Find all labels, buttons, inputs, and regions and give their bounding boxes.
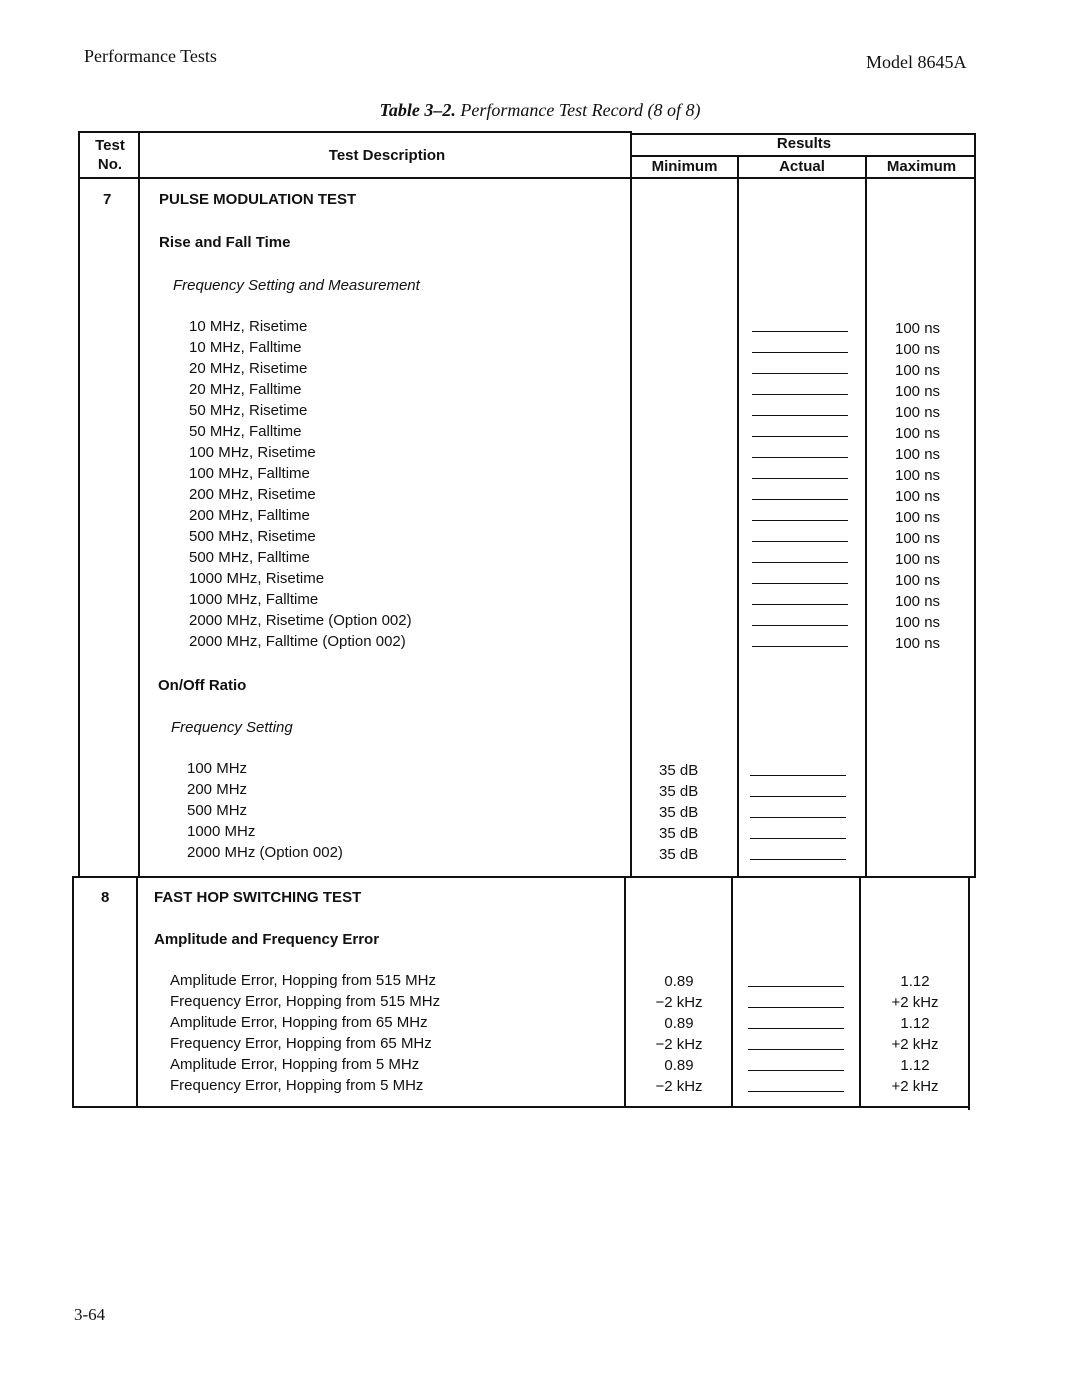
row-maximum: 100 ns [895, 614, 941, 631]
row-description: 50 MHz, Falltime [189, 423, 302, 440]
row-maximum: 100 ns [895, 488, 941, 505]
actual-blank-line [750, 859, 846, 860]
row-description: 100 MHz [187, 760, 248, 777]
row-maximum: 100 ns [895, 635, 941, 652]
actual-blank-line [752, 457, 848, 458]
row-maximum: 100 ns [895, 425, 941, 442]
row-minimum: 0.89 [664, 973, 694, 990]
row-maximum: 100 ns [895, 362, 941, 379]
row-description: Amplitude Error, Hopping from 5 MHz [170, 1056, 420, 1073]
page-number: 3-64 [74, 1305, 106, 1324]
results-divider [630, 155, 976, 157]
results-header: Results [776, 135, 832, 152]
test-7-title: PULSE MODULATION TEST [159, 191, 357, 208]
row-description: 200 MHz, Falltime [189, 507, 310, 524]
row-description: 500 MHz [187, 802, 248, 819]
onoff-heading: On/Off Ratio [158, 677, 247, 694]
row-minimum: 35 dB [659, 762, 699, 779]
t7-actual-divider [865, 179, 867, 876]
row-description: 1000 MHz, Risetime [189, 570, 325, 587]
row-description: 200 MHz [187, 781, 248, 798]
row-description: 100 MHz, Risetime [189, 444, 316, 461]
t8-left-border [72, 876, 74, 1108]
row-minimum: −2 kHz [655, 1036, 703, 1053]
row-description: Amplitude Error, Hopping from 65 MHz [170, 1014, 428, 1031]
actual-blank-line [748, 1028, 844, 1029]
actual-blank-line [752, 520, 848, 521]
actual-blank-line [748, 1049, 844, 1050]
t7-bottom-border [74, 876, 976, 878]
test-7-number: 7 [103, 191, 112, 208]
row-maximum: 100 ns [895, 509, 941, 526]
test-8-number: 8 [101, 889, 110, 906]
row-maximum: +2 kHz [891, 1078, 939, 1095]
fast-hop-heading: Amplitude and Frequency Error [154, 931, 380, 948]
actual-blank-line [752, 625, 848, 626]
actual-blank-line [752, 562, 848, 563]
actual-blank-line [752, 415, 848, 416]
row-description: 50 MHz, Risetime [189, 402, 308, 419]
actual-blank-line [752, 478, 848, 479]
row-description: 100 MHz, Falltime [189, 465, 310, 482]
row-description: 1000 MHz, Falltime [189, 591, 319, 608]
actual-blank-line [748, 1091, 844, 1092]
row-minimum: 35 dB [659, 825, 699, 842]
t7-min-divider [737, 179, 739, 876]
row-maximum: 100 ns [895, 404, 941, 421]
rise-fall-heading: Rise and Fall Time [159, 234, 291, 251]
actual-blank-line [752, 436, 848, 437]
row-maximum: 100 ns [895, 572, 941, 589]
running-header-left: Performance Tests [84, 46, 217, 66]
row-maximum: 1.12 [900, 1057, 930, 1074]
row-description: Frequency Error, Hopping from 65 MHz [170, 1035, 432, 1052]
row-maximum: 100 ns [895, 593, 941, 610]
t7-left-border [78, 179, 80, 876]
t7-no-divider [138, 179, 140, 876]
row-minimum: −2 kHz [655, 1078, 703, 1095]
description-header: Test Description [328, 147, 446, 164]
row-maximum: 100 ns [895, 551, 941, 568]
actual-blank-line [752, 583, 848, 584]
actual-blank-line [748, 986, 844, 987]
row-minimum: 0.89 [664, 1015, 694, 1032]
row-description: 1000 MHz [187, 823, 256, 840]
t8-bottom-border [72, 1106, 970, 1108]
actual-blank-line [750, 838, 846, 839]
row-maximum: +2 kHz [891, 1036, 939, 1053]
onoff-subheading: Frequency Setting [171, 719, 293, 736]
row-maximum: +2 kHz [891, 994, 939, 1011]
test-no-header [80, 136, 140, 174]
actual-header: Actual [779, 158, 825, 175]
actual-blank-line [748, 1070, 844, 1071]
row-description: 10 MHz, Falltime [189, 339, 302, 356]
row-description: 2000 MHz, Risetime (Option 002) [189, 612, 412, 629]
row-maximum: 100 ns [895, 446, 941, 463]
row-maximum: 100 ns [895, 341, 941, 358]
row-description: Frequency Error, Hopping from 515 MHz [170, 993, 441, 1010]
actual-blank-line [752, 541, 848, 542]
row-maximum: 100 ns [895, 383, 941, 400]
row-maximum: 1.12 [900, 973, 930, 990]
t8-no-divider [136, 876, 138, 1108]
row-minimum: 35 dB [659, 783, 699, 800]
row-description: Frequency Error, Hopping from 5 MHz [170, 1077, 424, 1094]
row-description: 200 MHz, Risetime [189, 486, 316, 503]
test-no-header-line2: No. [97, 156, 123, 173]
row-maximum: 100 ns [895, 467, 941, 484]
table-caption-label: Table 3–2. [379, 100, 456, 120]
row-description: 2000 MHz (Option 002) [187, 844, 343, 861]
actual-blank-line [750, 775, 846, 776]
table-caption-title: Performance Test Record (8 of 8) [460, 100, 701, 120]
row-minimum: 0.89 [664, 1057, 694, 1074]
test-8-title: FAST HOP SWITCHING TEST [154, 889, 362, 906]
row-minimum: 35 dB [659, 804, 699, 821]
row-description: 500 MHz, Risetime [189, 528, 316, 545]
row-description: 10 MHz, Risetime [189, 318, 308, 335]
row-description: 2000 MHz, Falltime (Option 002) [189, 633, 406, 650]
row-description: 20 MHz, Falltime [189, 381, 302, 398]
actual-blank-line [752, 394, 848, 395]
test-no-header-line1: Test [95, 137, 125, 154]
actual-blank-line [748, 1007, 844, 1008]
actual-blank-line [752, 604, 848, 605]
table-caption [0, 100, 1080, 121]
row-description: 500 MHz, Falltime [189, 549, 310, 566]
actual-blank-line [752, 646, 848, 647]
minimum-header: Minimum [651, 158, 718, 175]
row-description: Amplitude Error, Hopping from 515 MHz [170, 972, 436, 989]
running-header-right: Model 8645A [866, 52, 967, 72]
row-maximum: 100 ns [895, 530, 941, 547]
row-maximum: 1.12 [900, 1015, 930, 1032]
actual-blank-line [750, 796, 846, 797]
actual-blank-line [752, 331, 848, 332]
row-minimum: 35 dB [659, 846, 699, 863]
t7-desc-divider [630, 179, 632, 876]
t7-right-border [974, 179, 976, 878]
row-minimum: −2 kHz [655, 994, 703, 1011]
row-maximum: 100 ns [895, 320, 941, 337]
row-description: 20 MHz, Risetime [189, 360, 308, 377]
maximum-header: Maximum [886, 158, 957, 175]
actual-blank-line [750, 817, 846, 818]
actual-blank-line [752, 499, 848, 500]
rise-fall-subheading: Frequency Setting and Measurement [173, 277, 420, 294]
actual-blank-line [752, 373, 848, 374]
actual-blank-line [752, 352, 848, 353]
